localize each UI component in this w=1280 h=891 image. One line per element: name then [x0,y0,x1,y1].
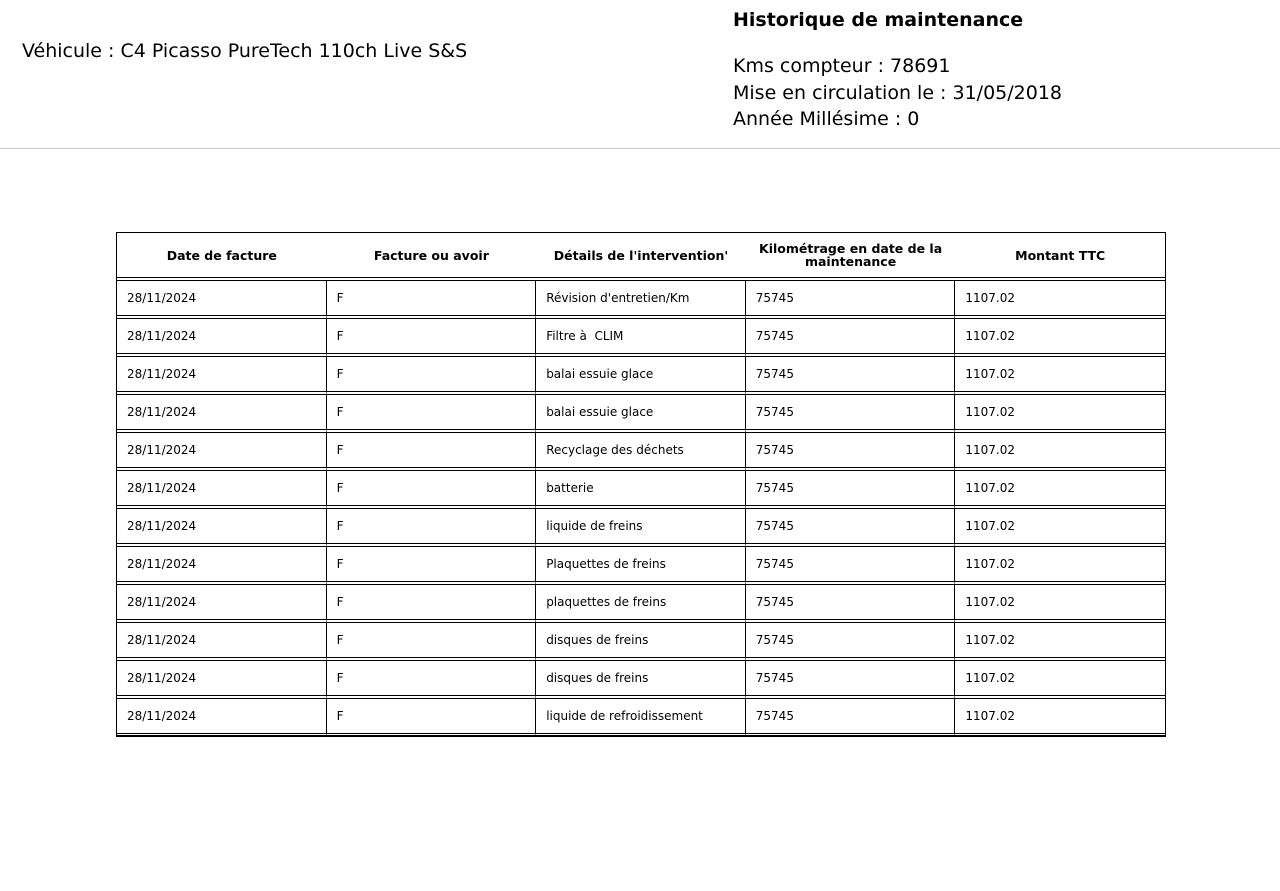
cell-type: F [327,661,537,699]
cell-mileage: 75745 [746,357,956,395]
cell-mileage: 75745 [746,623,956,661]
cell-amount: 1107.02 [955,281,1165,319]
cell-details: plaquettes de freins [536,585,746,623]
table-row [117,585,1165,623]
cell-mileage: 75745 [746,281,956,319]
odometer-line [733,53,1253,80]
vehicle-model: C4 Picasso PureTech 110ch Live S&S [120,40,468,62]
page-title: Historique de maintenance [733,9,1024,31]
cell-type: F [327,281,537,319]
table-row [117,623,1165,661]
model-year-line [733,106,1253,133]
column-header-type: Facture ou avoir [327,233,537,281]
cell-mileage: 75745 [746,585,956,623]
cell-date: 28/11/2024 [117,509,327,547]
registration-date-label: Mise en circulation le : [733,82,953,104]
cell-mileage: 75745 [746,433,956,471]
maintenance-header [733,8,1253,133]
cell-mileage: 75745 [746,547,956,585]
model-year-value: 0 [907,108,920,130]
maintenance-table-container [116,232,1166,737]
cell-mileage: 75745 [746,471,956,509]
table-header-row [117,233,1165,281]
odometer-value: 78691 [890,55,951,77]
cell-date: 28/11/2024 [117,433,327,471]
cell-amount: 1107.02 [955,471,1165,509]
cell-details: Filtre à CLIM [536,319,746,357]
model-year-label: Année Millésime : [733,108,907,130]
cell-type: F [327,623,537,661]
cell-amount: 1107.02 [955,699,1165,736]
cell-type: F [327,547,537,585]
table-row [117,281,1165,319]
cell-date: 28/11/2024 [117,395,327,433]
cell-date: 28/11/2024 [117,357,327,395]
header-divider [0,148,1280,149]
registration-date-value: 31/05/2018 [952,81,1063,104]
cell-details: liquide de refroidissement [536,699,746,736]
table-body [117,281,1165,736]
cell-date: 28/11/2024 [117,547,327,585]
cell-details: balai essuie glace [536,357,746,395]
cell-type: F [327,319,537,357]
cell-type: F [327,509,537,547]
vehicle-line [22,40,467,62]
cell-amount: 1107.02 [955,319,1165,357]
table-row [117,661,1165,699]
column-header-details: Détails de l'intervention' [536,233,746,281]
odometer-label: Kms compteur : [733,55,890,77]
table-row [117,471,1165,509]
cell-mileage: 75745 [746,509,956,547]
cell-details: Révision d'entretien/Km [536,281,746,319]
cell-date: 28/11/2024 [117,623,327,661]
maintenance-table [116,232,1166,737]
cell-details: batterie [536,471,746,509]
table-row [117,319,1165,357]
cell-date: 28/11/2024 [117,661,327,699]
cell-date: 28/11/2024 [117,471,327,509]
column-header-date: Date de facture [117,233,327,281]
cell-mileage: 75745 [746,319,956,357]
cell-type: F [327,357,537,395]
cell-date: 28/11/2024 [117,281,327,319]
cell-details: liquide de freins [536,509,746,547]
registration-date-line [733,80,1253,107]
cell-type: F [327,395,537,433]
column-header-amount: Montant TTC [955,233,1165,281]
cell-details: disques de freins [536,623,746,661]
cell-amount: 1107.02 [955,395,1165,433]
cell-amount: 1107.02 [955,509,1165,547]
cell-type: F [327,471,537,509]
cell-details: Plaquettes de freins [536,547,746,585]
cell-details: Recyclage des déchets [536,433,746,471]
cell-details: balai essuie glace [536,395,746,433]
cell-mileage: 75745 [746,699,956,736]
cell-amount: 1107.02 [955,357,1165,395]
table-row [117,699,1165,736]
table-row [117,547,1165,585]
cell-amount: 1107.02 [955,547,1165,585]
table-row [117,357,1165,395]
cell-mileage: 75745 [746,395,956,433]
cell-type: F [327,699,537,736]
cell-type: F [327,433,537,471]
cell-amount: 1107.02 [955,661,1165,699]
cell-amount: 1107.02 [955,433,1165,471]
column-header-mileage: Kilométrage en date de la maintenance [746,233,956,281]
cell-amount: 1107.02 [955,623,1165,661]
cell-amount: 1107.02 [955,585,1165,623]
cell-type: F [327,585,537,623]
cell-details: disques de freins [536,661,746,699]
table-row [117,433,1165,471]
vehicle-label: Véhicule : [22,40,120,62]
cell-date: 28/11/2024 [117,699,327,736]
cell-date: 28/11/2024 [117,585,327,623]
table-row [117,395,1165,433]
cell-mileage: 75745 [746,661,956,699]
table-row [117,509,1165,547]
cell-date: 28/11/2024 [117,319,327,357]
